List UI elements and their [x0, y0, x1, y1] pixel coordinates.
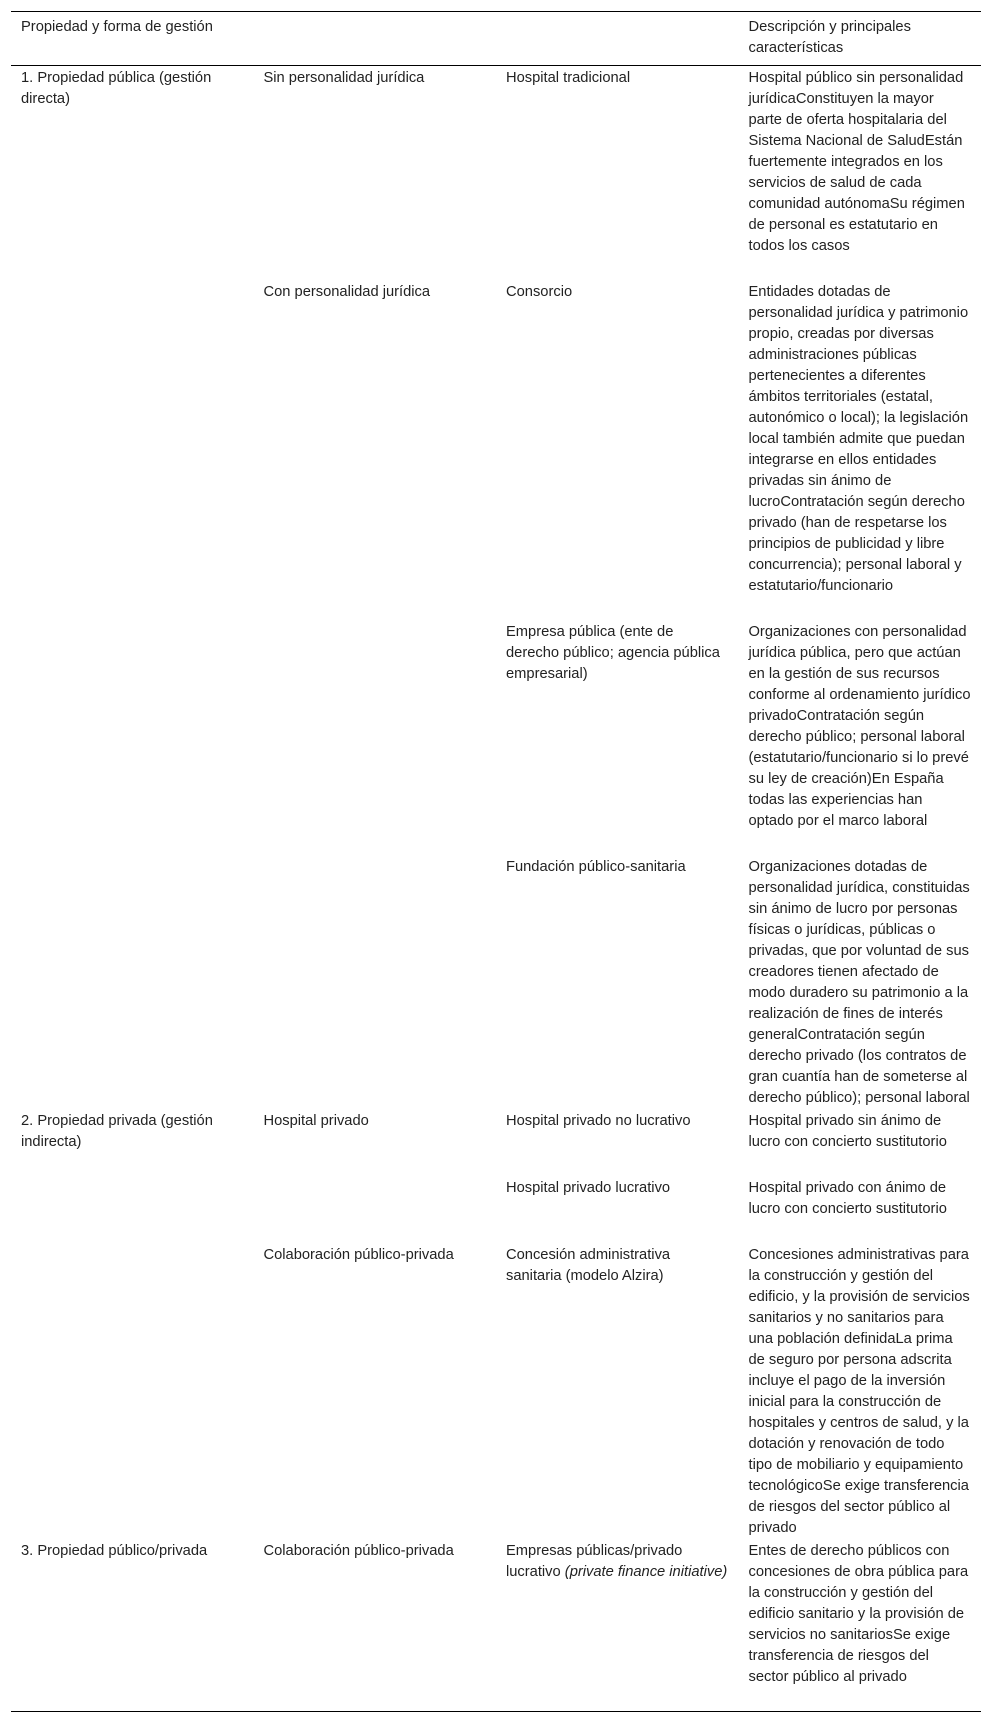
ownership-cell [11, 620, 254, 855]
description-cell: Organizaciones dotadas de personalidad jurídica, constituidas sin ánimo de lucro por personas físicas o jurídicas, públicas o privadas, que por voluntad de sus creadores tienen afectado de modo duradero su patrimonio a la realización de fines de interés generalContratación según derecho privado (los contratos de gran cuantía han de someterse al derecho público); personal laboral [748, 859, 970, 1106]
model-cell: Empresa pública (ente de derecho público; agencia pública empresarial) [506, 624, 720, 682]
model-cell: Concesión administrativa sanitaria (modelo Alzira) [506, 1247, 671, 1284]
description-cell: Concesiones administrativas para la construcción y gestión del edificio, y la provisión de servicios sanitarios y no sanitarios para una población definidaLa prima de seguro por persona adscrita incluye el pago de la inversión inicial para la construcción de hospitales y centros de salud, y la dotación y renovación de todo tipo de mobiliario y equipamiento tecnológicoSe exige transferencia de riesgos del sector público al privado [748, 1247, 970, 1536]
model-cell: Hospital tradicional [506, 70, 631, 86]
description-cell: Entidades dotadas de personalidad jurídica y patrimonio propio, creadas por diversas administraciones públicas pertenecientes a diferentes ámbitos territoriales (estatal, autonómico o local); la legislación local también admite que puedan integrarse en ellos entidades privadas sin ánimo de lucroContratación según derecho privado (han de respetarse los principios de publicidad y libre concurrencia); personal laboral y estatutario/funcionario [748, 284, 969, 594]
management-forms-table-wrapper [11, 11, 981, 1712]
model-cell: Fundación público-sanitaria [506, 859, 686, 875]
description-cell: Hospital privado sin ánimo de lucro con concierto sustitutorio [748, 1113, 947, 1150]
table-row [11, 1109, 981, 1176]
ownership-cell [11, 1243, 254, 1539]
table-row [11, 1243, 981, 1539]
model-cell [496, 1539, 739, 1712]
ownership-cell [11, 280, 254, 620]
ownership-cell [11, 1176, 254, 1243]
model-cell: Hospital privado no lucrativo [506, 1113, 691, 1129]
ownership-cell: 1. Propiedad pública (gestión directa) [21, 70, 212, 107]
table-row [11, 620, 981, 855]
ownership-cell [11, 855, 254, 1109]
model-cell-text: Empresas públicas/privado lucrativo [506, 1543, 683, 1580]
ownership-cell: 2. Propiedad privada (gestión indirecta) [21, 1113, 213, 1150]
ownership-cell: 3. Propiedad público/privada [21, 1543, 208, 1559]
table-row [11, 1539, 981, 1712]
table-row [11, 1176, 981, 1243]
legal-status-cell: Sin personalidad jurídica [263, 70, 425, 86]
legal-status-cell: Hospital privado [263, 1113, 369, 1129]
management-forms-table [11, 11, 981, 1712]
model-cell: Hospital privado lucrativo [506, 1180, 671, 1196]
description-cell: Organizaciones con personalidad jurídica pública, pero que actúan en la gestión de sus recursos conforme al ordenamiento jurídico privadoContratación según derecho público; personal laboral (estatutario/funcionario si lo prevé su ley de creación)En España todas las experiencias han optado por el marco laboral [748, 624, 971, 829]
description-cell: Hospital privado con ánimo de lucro con concierto sustitutorio [748, 1180, 947, 1217]
legal-status-cell [254, 620, 497, 855]
table-header-row [11, 12, 981, 66]
description-cell: Entes de derecho públicos con concesiones de obra pública para la construcción y gestión del edificio sanitario y la provisión de servicios no sanitariosSe exige transferencia de riesgos del sector público al privado [748, 1543, 969, 1685]
header-description: Descripción y principales características [748, 19, 911, 56]
legal-status-cell [254, 855, 497, 1109]
description-cell: Hospital público sin personalidad jurídicaConstituyen la mayor parte de oferta hospitalaria del Sistema Nacional de SaludEstán fuertemente integrados en los servicios de salud de cada comunidad autónomaSu régimen de personal es estatutario en todos los casos [748, 70, 965, 254]
header-ownership: Propiedad y forma de gestión [21, 19, 213, 35]
model-cell: Consorcio [506, 284, 573, 300]
legal-status-cell: Colaboración público-privada [263, 1543, 454, 1559]
legal-status-cell [254, 1176, 497, 1243]
legal-status-cell: Colaboración público-privada [263, 1247, 454, 1263]
legal-status-cell: Con personalidad jurídica [263, 284, 431, 300]
table-row [11, 66, 981, 281]
table-row [11, 855, 981, 1109]
table-row [11, 280, 981, 620]
model-cell-italic: (private finance initiative) [564, 1564, 728, 1580]
